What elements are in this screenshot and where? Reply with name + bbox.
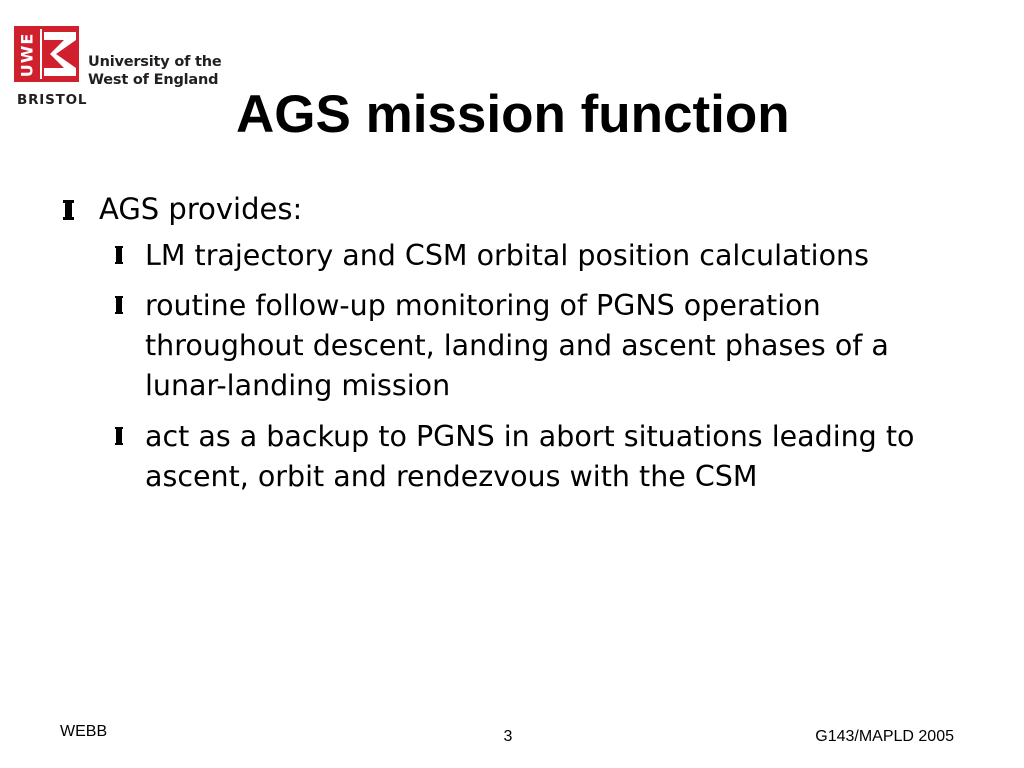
sub-bullet-item: LM trajectory and CSM orbital position calculations (145, 239, 869, 272)
sub-bullet-icon (116, 246, 122, 264)
bullet-level1: AGS provides: (99, 192, 303, 226)
footer-author: WEBB (60, 723, 108, 740)
bullet-icon (65, 200, 72, 220)
sub-bullet-item: act as a backup to PGNS in abort situations leading to ascent, orbit and rendezvous with the CSM (145, 420, 915, 493)
slide-title: AGS mission function (236, 85, 790, 144)
sub-bullet-icon (116, 296, 122, 314)
footer-reference: G143/MAPLD 2005 (815, 728, 954, 745)
university-logo (14, 26, 222, 110)
uwe-letters: UWE (17, 32, 37, 78)
sub-bullet-item: routine follow-up monitoring of PGNS operation throughout descent, landing and ascent phases of a lunar-landing mission (145, 289, 889, 402)
footer-page-number: 3 (503, 728, 513, 745)
uwe-logo-letters (14, 26, 40, 82)
logo-west-of-england-line: West of England (88, 72, 219, 88)
logo-bristol: BRISTOL (17, 92, 88, 108)
logo-university-line: University of the (88, 54, 222, 70)
sub-bullet-icon (116, 427, 122, 445)
